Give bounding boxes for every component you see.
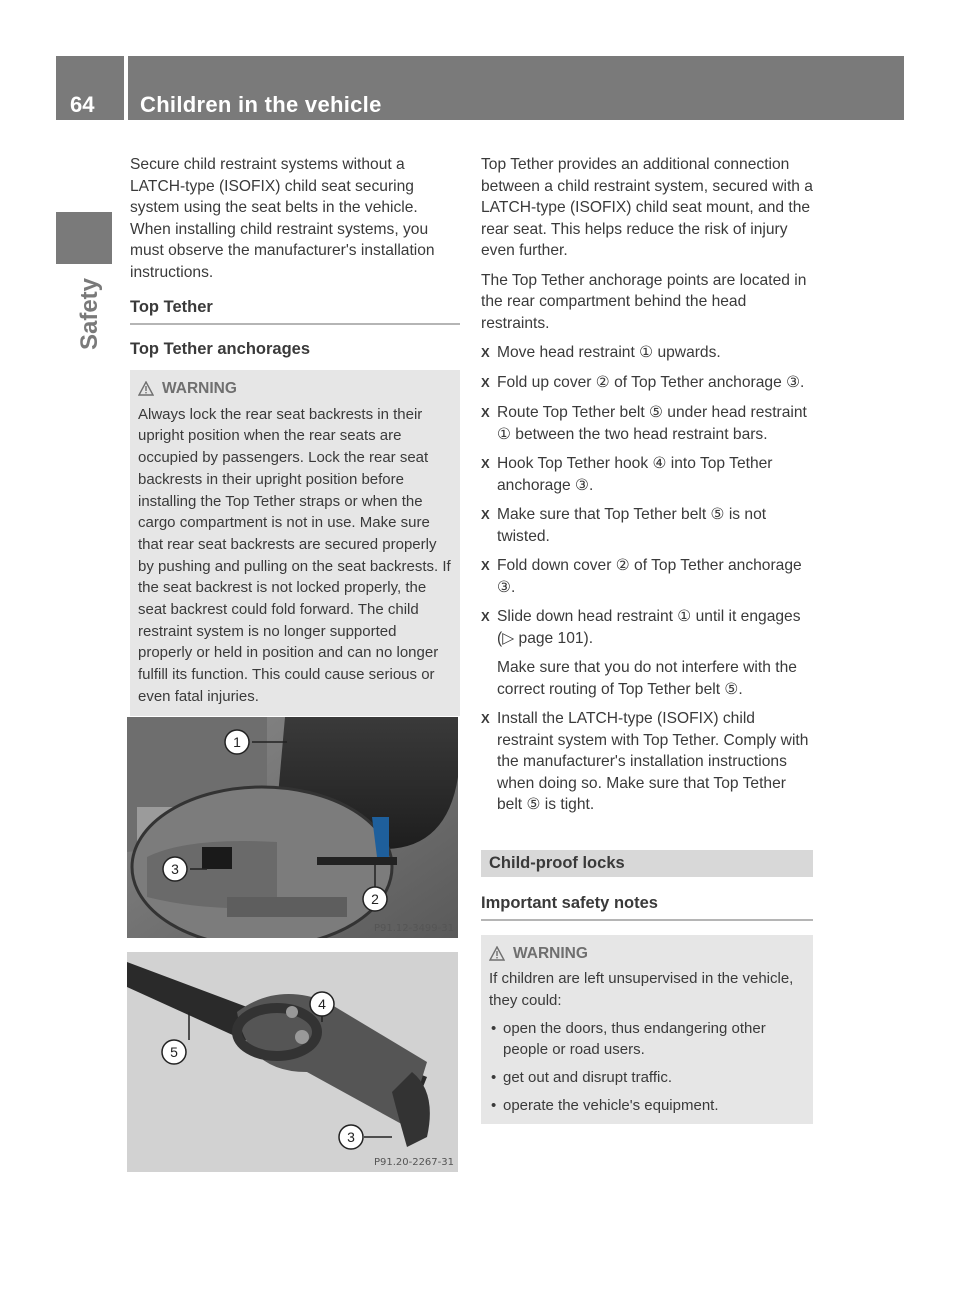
- page-number-box: [56, 56, 124, 120]
- step-marker: X: [481, 507, 490, 522]
- step-marker: X: [481, 711, 490, 726]
- tether-hook-image: [127, 952, 458, 1172]
- warning-title: WARNING: [138, 378, 452, 400]
- callout-3b: 3: [347, 1129, 355, 1145]
- head-restraint-image: [127, 717, 458, 938]
- callout-1: 1: [233, 734, 241, 750]
- step: [481, 708, 813, 816]
- callout-5: 5: [170, 1044, 178, 1060]
- step: [481, 504, 813, 547]
- step-note: Make sure that you do not interfere with the correct routing of Top Tether belt ⑤.: [497, 659, 797, 698]
- step-text: Move head restraint ① upwards.: [497, 344, 721, 361]
- warning-box: [130, 370, 460, 716]
- step-text: Fold up cover ② of Top Tether anchorage ③.: [497, 374, 805, 391]
- warning-triangle-icon: [489, 946, 505, 961]
- step-text: Route Top Tether belt ⑤ under head restraint ① between the two head restraint bars.: [497, 404, 807, 443]
- warning-box-children: [481, 935, 813, 1125]
- image2-caption: P91.20-2267-31: [373, 1157, 454, 1168]
- step-marker: X: [481, 405, 490, 420]
- step: [481, 453, 813, 496]
- warning-triangle-icon: [138, 381, 154, 396]
- page-number: 64: [70, 92, 95, 117]
- heading-safety-notes: Important safety notes: [481, 893, 813, 921]
- warning-title: WARNING: [489, 943, 805, 965]
- step-marker: X: [481, 456, 490, 471]
- side-tab-label: Safety: [76, 277, 103, 351]
- left-column: [130, 154, 460, 716]
- right-column: [481, 154, 813, 1124]
- step-text: Fold down cover ② of Top Tether anchorage ③.: [497, 557, 802, 596]
- step-text: Install the LATCH-type (ISOFIX) child restraint system with Top Tether. Comply with the manufacturer's installation instructions when doing so. Make sure that Top Tether belt ⑤ is tight.: [497, 710, 809, 813]
- step: [481, 555, 813, 598]
- step-text: Hook Top Tether hook ④ into Top Tether anchorage ③.: [497, 455, 773, 494]
- intro-paragraph: Secure child restraint systems without a LATCH-type (ISOFIX) child seat securing system using the seat belts in the vehicle. When installing child restraint systems, you must observe the manufacturer's installation instructions.: [130, 156, 435, 281]
- step-marker: X: [481, 558, 490, 573]
- callout-3: 3: [171, 861, 179, 877]
- side-tab-block: [56, 212, 112, 264]
- anchorage-location: The Top Tether anchorage points are located in the rear compartment behind the head restraints.: [481, 271, 807, 332]
- callout-4: 4: [318, 996, 326, 1012]
- warning-list: [489, 1018, 805, 1117]
- step-text: Slide down head restraint ① until it engages (▷ page 101).: [497, 608, 801, 647]
- heading-top-tether: Top Tether: [130, 297, 460, 325]
- list-item: • open the doors, thus endangering other people or road users.: [489, 1018, 805, 1061]
- image1-caption: P91.12-3499-31: [373, 923, 454, 934]
- step: [481, 342, 813, 364]
- callout-2: 2: [371, 891, 379, 907]
- warning-text: Always lock the rear seat backrests in their upright position when the rear seats are occupied by passengers. Lock the rear seat backrests in their upright position before installing the Top Tether straps or when the cargo compartment is not in use. Make sure that rear seat backrests are secured properly by pushing and pulling on the seat backrests. If the seat backrest is not locked properly, the seat backrest could fold forward. The child restraint system is no longer supported properly or held in position and can no longer fulfill its function. This could cause serious or even fatal injuries.: [138, 405, 451, 705]
- warning-intro: If children are left unsupervised in the vehicle, they could:: [489, 970, 794, 1009]
- list-item: • operate the vehicle's equipment.: [489, 1095, 805, 1117]
- tether-intro: Top Tether provides an additional connection between a child restraint system, secured with a LATCH-type (ISOFIX) child seat mount, and the rear seat. This helps reduce the risk of injury even further.: [481, 156, 813, 259]
- step: [481, 402, 813, 445]
- chapter-title: Children in the vehicle: [140, 92, 382, 117]
- step-marker: X: [481, 375, 490, 390]
- step: [481, 606, 813, 700]
- side-tab: [62, 270, 112, 351]
- step-text: Make sure that Top Tether belt ⑤ is not twisted.: [497, 506, 767, 545]
- list-item: • get out and disrupt traffic.: [489, 1067, 805, 1089]
- step-marker: X: [481, 345, 490, 360]
- step-marker: X: [481, 609, 490, 624]
- section-title: Child-proof locks: [481, 850, 813, 878]
- step: [481, 372, 813, 394]
- heading-anchorages: Top Tether anchorages: [130, 339, 311, 358]
- chapter-header: [128, 56, 904, 120]
